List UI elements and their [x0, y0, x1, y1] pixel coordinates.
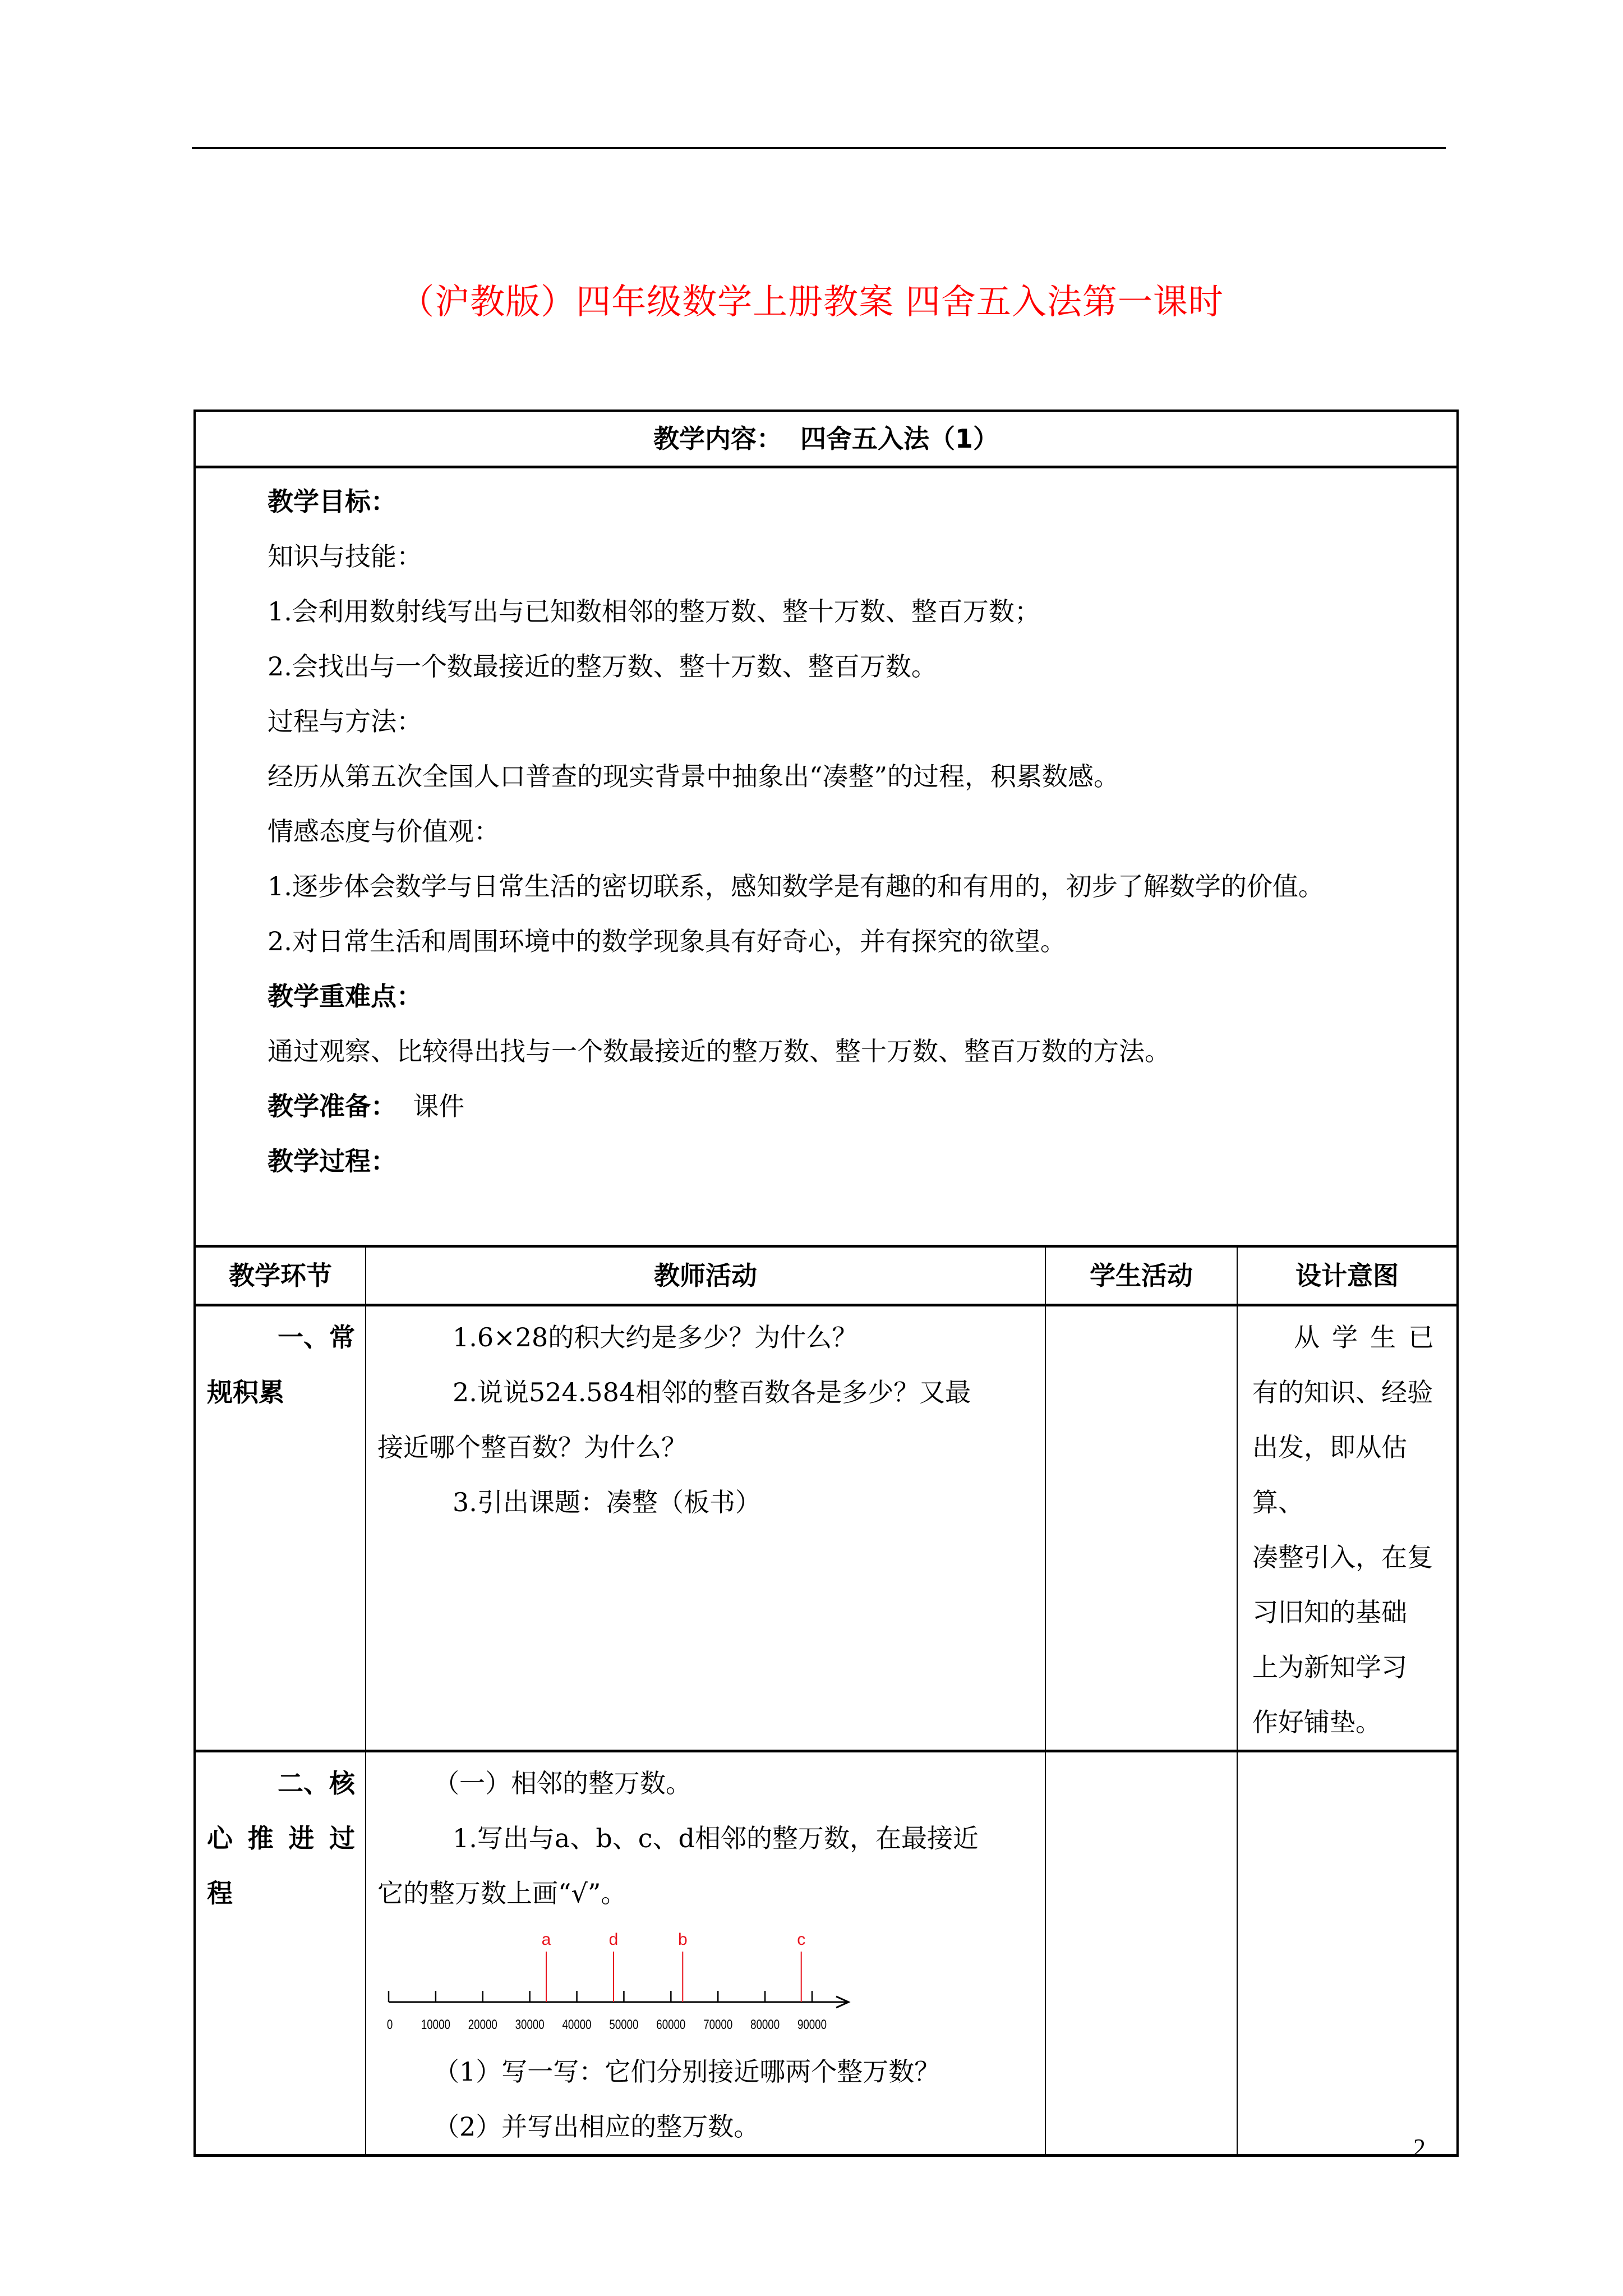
- teacher-activity-line: 1.6×28的积大约是多少？为什么？: [453, 1322, 858, 1352]
- stage-cell: [195, 1751, 366, 2156]
- marker-label-c: c: [797, 1930, 806, 1949]
- preparation-value: 课件: [413, 1091, 465, 1121]
- keypoints-heading: 教学重难点：: [268, 981, 422, 1011]
- attitude-item: 1.逐步体会数学与日常生活的密切联系，感知数学是有趣的和有用的，初步了解数学的价值。: [268, 871, 1324, 901]
- design-intent-line: 从学生已: [1294, 1322, 1447, 1352]
- marker-label-b: b: [677, 1930, 688, 1949]
- attitude-heading: 情感态度与价值观：: [268, 816, 500, 846]
- teacher-activity-line: （一）相邻的整万数。: [434, 1768, 691, 1798]
- stage-cell: [195, 1305, 366, 1751]
- stage-line: 一、常: [278, 1322, 355, 1352]
- page-number: 2: [1413, 2134, 1426, 2161]
- tick-label: 50000: [609, 2017, 639, 2032]
- marker-label-a: a: [541, 1930, 551, 1949]
- teacher-activity-line: （2）并写出相应的整万数。: [434, 2111, 760, 2142]
- process-heading: 过程与方法：: [268, 706, 422, 737]
- design-intent-line: 作好铺垫。: [1252, 1707, 1381, 1737]
- tick-label: 0: [386, 2017, 393, 2032]
- preparation-label: 教学准备：: [268, 1091, 396, 1121]
- document-title: （沪教版）四年级数学上册教案 四舍五入法第一课时: [399, 281, 1224, 322]
- content-row: [195, 411, 1458, 467]
- column-header-student: 学生活动: [1045, 1246, 1237, 1305]
- design-intent-line: 有的知识、经验: [1252, 1377, 1433, 1407]
- keypoints-text: 通过观察、比较得出找与一个数最接近的整万数、整十万数、整百万数的方法。: [268, 1036, 1170, 1066]
- design-intent-cell: [1237, 1305, 1458, 1751]
- preparation-line: [268, 1079, 1456, 1134]
- teacher-activity-line: 2.说说524.584相邻的整百数各是多少？又最: [453, 1377, 971, 1407]
- design-intent-line: 习旧知的基础: [1252, 1597, 1407, 1627]
- tick-label: 30000: [515, 2017, 545, 2032]
- tick-label: 90000: [797, 2017, 827, 2032]
- teacher-activity-line: 它的整万数上画“√”。: [377, 1878, 627, 1908]
- column-header-design: 设计意图: [1237, 1246, 1458, 1305]
- process-text: 经历从第五次全国人口普查的现实背景中抽象出“凑整”的过程，积累数感。: [268, 761, 1120, 792]
- teaching-content-label: 教学内容：: [653, 424, 782, 454]
- objectives-row: [195, 467, 1458, 1246]
- tick-label: 10000: [421, 2017, 450, 2032]
- objectives-heading: 教学目标：: [268, 486, 396, 517]
- student-activity-cell: [1045, 1305, 1237, 1751]
- design-intent-line: 出发，即从估算、: [1252, 1432, 1407, 1517]
- stage-line: 二、核: [278, 1768, 355, 1798]
- lesson-plan-table: [193, 409, 1459, 2157]
- tick-label: 60000: [656, 2017, 686, 2032]
- design-intent-line: 上为新知学习: [1252, 1652, 1407, 1682]
- teacher-activity-line: （1）写一写：它们分别接近哪两个整万数？: [434, 2056, 940, 2087]
- design-intent-cell: [1237, 1751, 1458, 2156]
- tick-label: 20000: [468, 2017, 497, 2032]
- objectives-cell: [195, 467, 1458, 1246]
- procedure-heading: 教学过程：: [268, 1146, 396, 1176]
- attitude-item: 2.对日常生活和周围环境中的数学现象具有好奇心，并有探究的欲望。: [268, 926, 1066, 956]
- student-activity-cell: [1045, 1751, 1237, 2156]
- stage-line: 心推进过: [207, 1823, 355, 1853]
- tick-label: 40000: [562, 2017, 592, 2032]
- knowledge-heading: 知识与技能：: [268, 541, 422, 572]
- tick-label: 80000: [750, 2017, 780, 2032]
- stage-line: 程: [207, 1878, 233, 1908]
- tick-label: 70000: [703, 2017, 733, 2032]
- marker-label-d: d: [608, 1930, 619, 1949]
- teacher-activity-line: 1.写出与a、b、c、d相邻的整万数，在最接近: [453, 1823, 979, 1853]
- number-line-figure: [377, 1926, 860, 2044]
- knowledge-item: 1.会利用数射线写出与已知数相邻的整万数、整十万数、整百万数；: [268, 596, 1040, 627]
- design-intent-line: 凑整引入，在复: [1252, 1542, 1433, 1572]
- teacher-activity-cell: [366, 1751, 1045, 2156]
- column-header-row: [195, 1246, 1458, 1305]
- header-rule: [192, 147, 1446, 149]
- knowledge-item: 2.会找出与一个数最接近的整万数、整十万数、整百万数。: [268, 651, 937, 682]
- column-header-teacher: 教师活动: [366, 1246, 1045, 1305]
- teacher-activity-line: 3.引出课题：凑整（板书）: [453, 1487, 761, 1517]
- table-row: [195, 1305, 1458, 1751]
- column-header-stage: 教学环节: [195, 1246, 366, 1305]
- teacher-activity-line: 接近哪个整百数？为什么？: [377, 1432, 687, 1462]
- table-row: [195, 1751, 1458, 2156]
- teaching-content-cell: [195, 411, 1458, 467]
- teaching-content-value: 四舍五入法（1）: [800, 424, 999, 454]
- teacher-activity-cell: [366, 1305, 1045, 1751]
- stage-line: 规积累: [207, 1377, 284, 1407]
